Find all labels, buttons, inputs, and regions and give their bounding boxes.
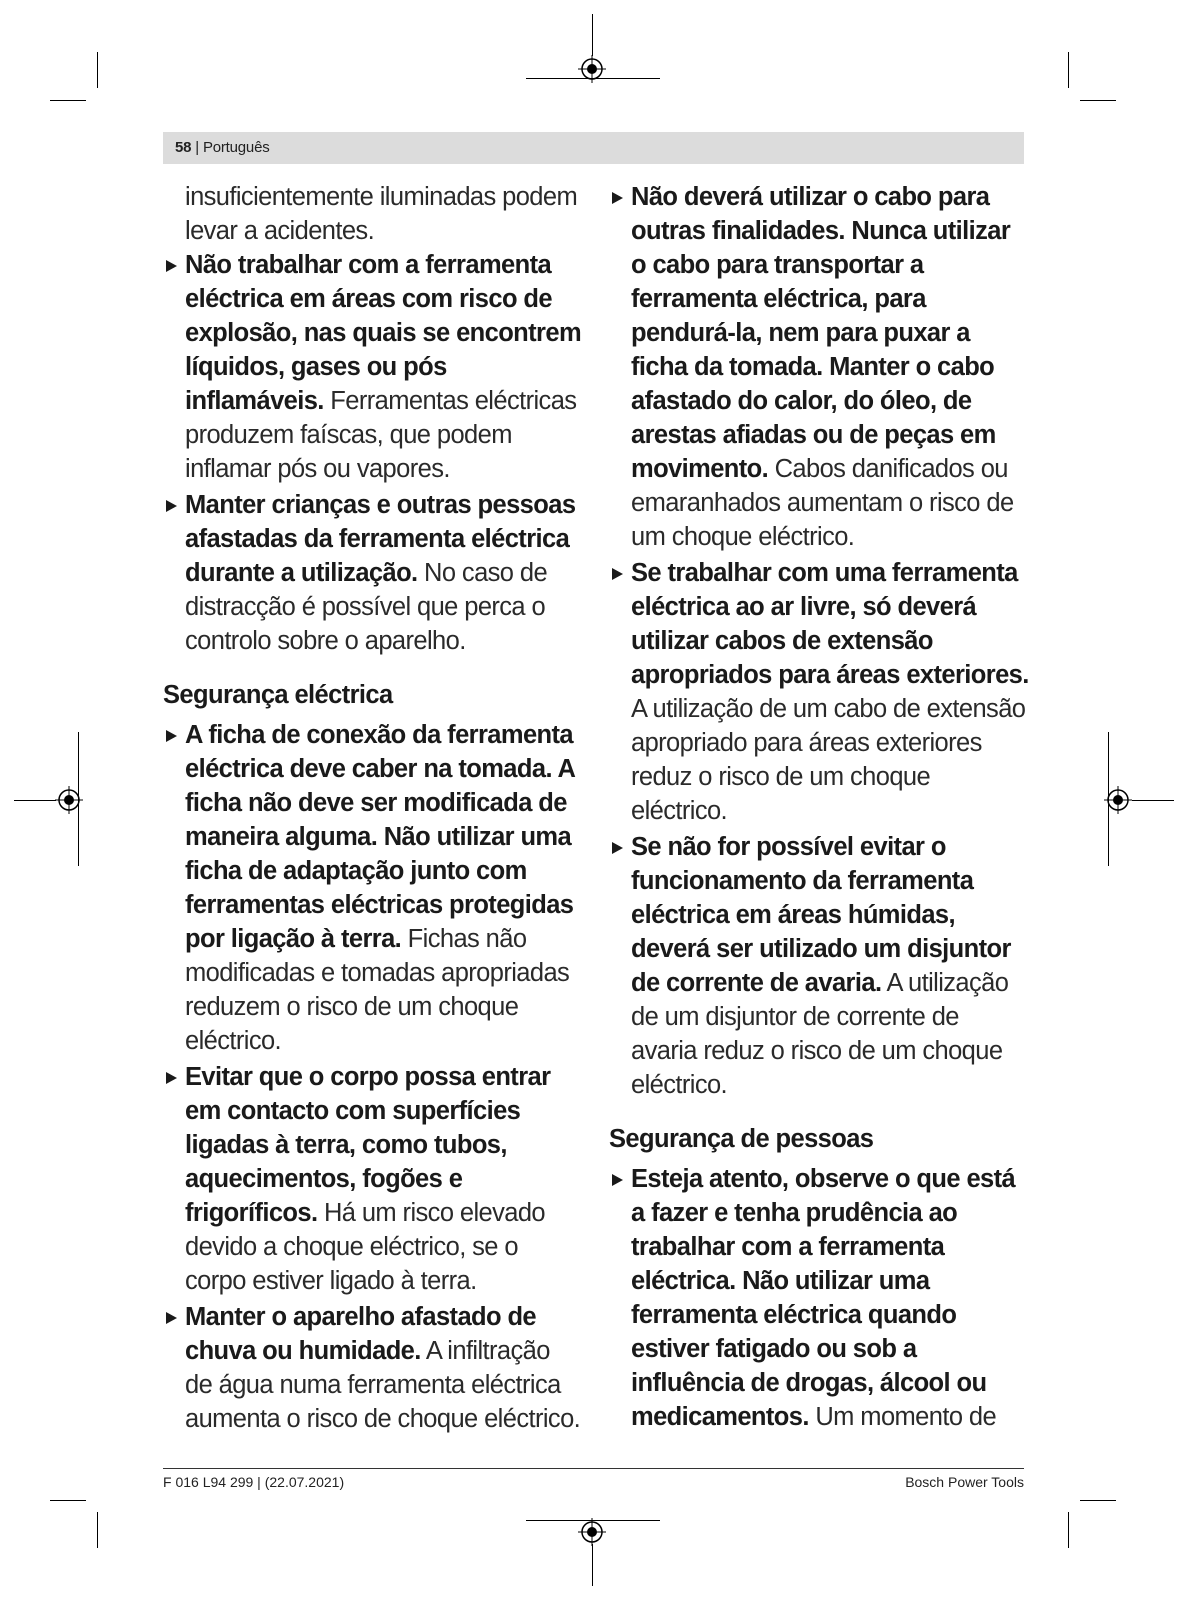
- registration-line: [1108, 732, 1109, 866]
- right-column: [609, 180, 1029, 1434]
- list-item: [163, 1060, 583, 1298]
- registration-line: [526, 1520, 660, 1521]
- list-item: [163, 1300, 583, 1436]
- registration-line: [1132, 800, 1174, 801]
- footer-rule: [163, 1468, 1024, 1469]
- header-text: [175, 139, 270, 156]
- bullet-triangle-icon: [612, 192, 623, 204]
- item-normal-text: Há um risco elevado devido a choque eléctrico, se o corpo estiver ligado à terra.: [185, 1199, 546, 1295]
- item-normal-text: A utilização de um cabo de extensão apropriado para áreas exteriores reduz o risco de um choque eléctrico.: [631, 695, 1026, 825]
- item-bold-text: Manter o aparelho afastado de chuva ou humidade.: [185, 1303, 537, 1365]
- registration-line: [592, 1544, 593, 1586]
- list-item: [609, 180, 1029, 554]
- registration-line: [14, 800, 56, 801]
- list-item: [609, 556, 1029, 828]
- item-bold-text: Se não for possível evitar o funcionamento da ferramenta eléctrica em áreas húmidas, deverá ser utilizado um disjuntor de corrente de avaria.: [631, 833, 1011, 997]
- registration-line: [592, 14, 593, 56]
- bullet-triangle-icon: [612, 1174, 623, 1186]
- item-bold-text: Evitar que o corpo possa entrar em contacto com superfícies ligadas à terra, como tubos, aquecimentos, fogões e frigoríficos.: [185, 1063, 551, 1227]
- bullet-triangle-icon: [166, 730, 177, 742]
- page-number: 58: [175, 139, 192, 156]
- item-normal-text: A infiltração de água numa ferramenta eléctrica aumenta o risco de choque eléctrico.: [185, 1337, 581, 1433]
- registration-line: [526, 78, 660, 79]
- crop-mark: [97, 52, 98, 88]
- section-title: Segurança eléctrica: [163, 681, 393, 709]
- section-title: Segurança de pessoas: [609, 1125, 874, 1153]
- page-header: [163, 132, 1024, 164]
- crop-mark: [1068, 1512, 1069, 1548]
- header-language: Português: [202, 139, 270, 156]
- item-bold-text: Não trabalhar com a ferramenta eléctrica em áreas com risco de explosão, nas quais se encontrem líquidos, gases ou pós inflamáveis.: [185, 251, 582, 415]
- item-bold-text: Esteja atento, observe o que está a fazer e tenha prudência ao trabalhar com a ferramenta eléctrica. Não utilizar uma ferramenta eléctrica quando estiver fatigado ou sob a influência de drogas, álcool ou medicamentos.: [631, 1165, 1016, 1431]
- bullet-triangle-icon: [612, 842, 623, 854]
- item-bold-text: Manter crianças e outras pessoas afastadas da ferramenta eléctrica durante a utilização.: [185, 491, 576, 587]
- crop-mark: [50, 100, 86, 101]
- item-bold-text: A ficha de conexão da ferramenta eléctrica deve caber na tomada. A ficha não deve ser modificada de maneira alguma. Não utilizar uma ficha de adaptação junto com ferramentas eléctricas protegidas por ligação à terra.: [185, 721, 575, 953]
- list-item: [163, 248, 583, 486]
- bullet-triangle-icon: [166, 260, 177, 272]
- header-separator: |: [191, 139, 203, 156]
- item-normal-text: A utilização de um disjuntor de corrente de avaria reduz o risco de um choque eléctrico.: [631, 969, 1009, 1099]
- item-bold-text: Se trabalhar com uma ferramenta eléctrica ao ar livre, só deverá utilizar cabos de extensão apropriados para áreas exteriores.: [631, 559, 1029, 689]
- list-item: [609, 830, 1029, 1102]
- list-item: [163, 718, 583, 1058]
- crop-mark: [1080, 1500, 1116, 1501]
- crop-mark: [1068, 52, 1069, 88]
- item-normal-text: No caso de distracção é possível que perca o controlo sobre o aparelho.: [185, 559, 548, 655]
- item-normal-text: Cabos danificados ou emaranhados aumentam o risco de um choque eléctrico.: [631, 455, 1014, 551]
- bullet-triangle-icon: [612, 568, 623, 580]
- continuation-text: insuficientemente iluminadas podem levar a acidentes.: [185, 183, 578, 245]
- item-bold-text: Não deverá utilizar o cabo para outras finalidades. Nunca utilizar o cabo para transportar a ferramenta eléctrica, para pendurá-la, nem para puxar a ficha da tomada. Manter o cabo afastado do calor, do óleo, de arestas afiadas ou de peças em movimento.: [631, 183, 1011, 483]
- bullet-triangle-icon: [166, 1072, 177, 1084]
- footer-brand: Bosch Power Tools: [905, 1474, 1024, 1490]
- crop-mark: [1080, 100, 1116, 101]
- registration-line: [78, 732, 79, 866]
- registration-mark-icon: [578, 1518, 606, 1546]
- item-normal-text: Fichas não modificadas e tomadas apropriadas reduzem o risco de um choque eléctrico.: [185, 925, 570, 1055]
- item-normal-text: Ferramentas eléctricas produzem faíscas, que podem inflamar pós ou vapores.: [185, 387, 577, 483]
- list-item: [609, 1162, 1029, 1434]
- footer-document-id: F 016 L94 299 | (22.07.2021): [163, 1474, 345, 1490]
- bullet-triangle-icon: [166, 1312, 177, 1324]
- left-column: [163, 180, 583, 1436]
- crop-mark: [50, 1500, 86, 1501]
- item-normal-text: Um momento de: [815, 1403, 997, 1431]
- list-item: [163, 488, 583, 658]
- bullet-triangle-icon: [166, 500, 177, 512]
- crop-mark: [97, 1512, 98, 1548]
